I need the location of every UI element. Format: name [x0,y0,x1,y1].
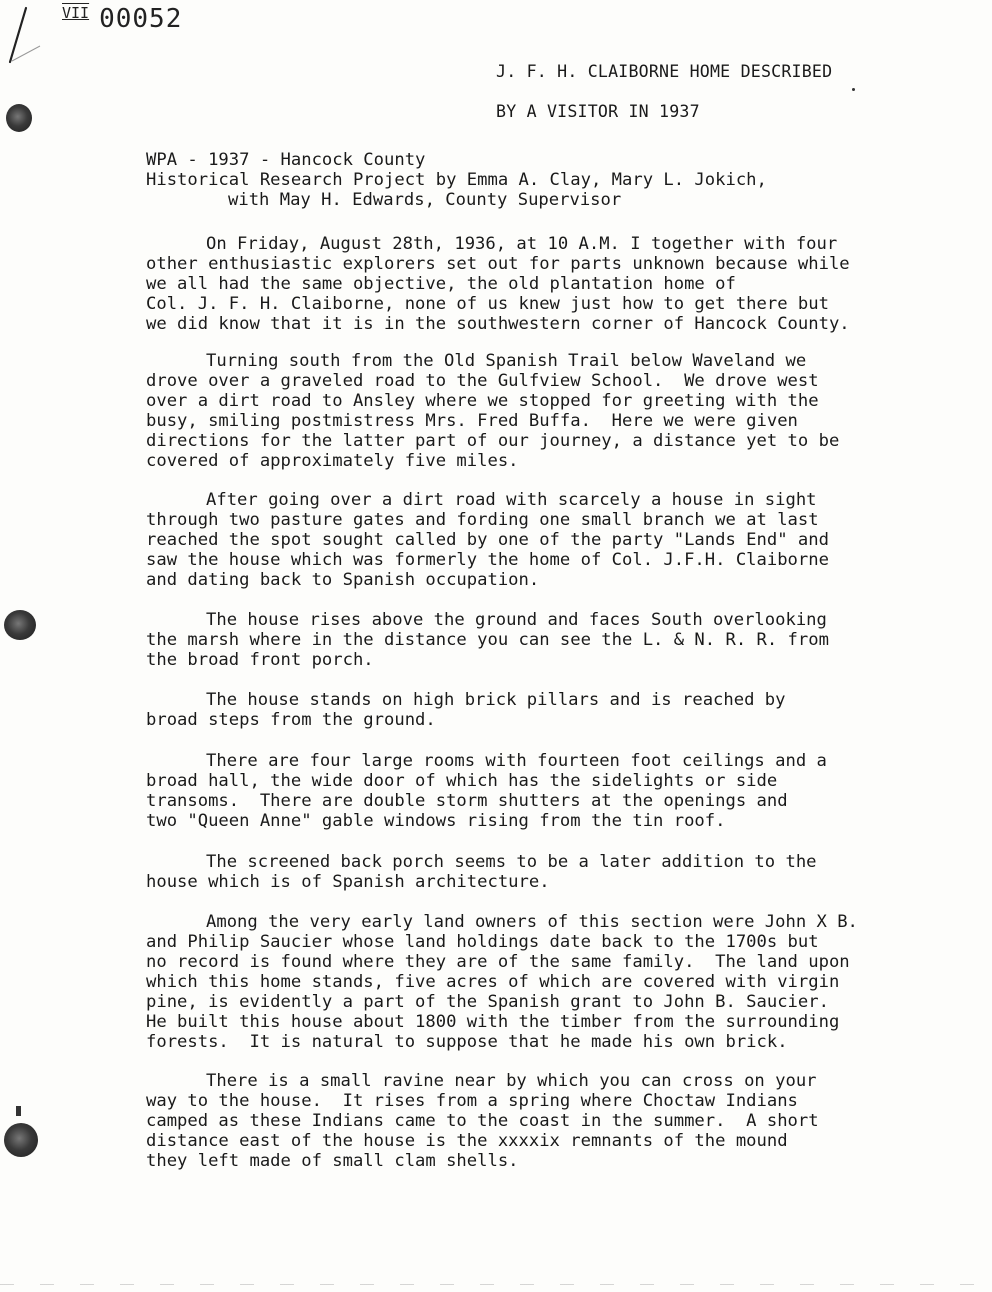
paragraph-line: which this home stands, five acres of which are covered with virgin [146,972,840,992]
paragraph-line: Col. J. F. H. Claiborne, none of us knew just how to get there but [146,294,829,314]
paragraph-line: On Friday, August 28th, 1936, at 10 A.M. I together with four [206,234,838,254]
paragraph-line: and dating back to Spanish occupation. [146,570,540,590]
paragraph-line: through two pasture gates and fording one small branch we at last [146,510,819,530]
byline-line: Historical Research Project by Emma A. Clay, Mary L. Jokich, [146,170,767,190]
handwritten-slash-icon [6,6,46,66]
paragraph-line: the marsh where in the distance you can see the L. & N. R. R. from [146,630,829,650]
paragraph-line: other enthusiastic explorers set out for parts unknown because while [146,254,850,274]
punch-hole-icon [4,610,36,640]
paragraph-line: house which is of Spanish architecture. [146,872,550,892]
paragraph-line: There is a small ravine near by which you can cross on your [206,1071,817,1091]
paragraph-line: the broad front porch. [146,650,374,670]
ink-mark [16,1106,21,1116]
paragraph-line: Among the very early land owners of this section were John X B. [206,912,858,932]
paragraph-line: drove over a graveled road to the Gulfview School. We drove west [146,371,819,391]
paragraph-line: camped as these Indians came to the coast in the summer. A short [146,1111,819,1131]
paragraph-line: distance east of the house is the xxxxix remnants of the mound [146,1131,788,1151]
paragraph-line: Turning south from the Old Spanish Trail below Waveland we [206,351,807,371]
paragraph-line: The house stands on high brick pillars and is reached by [206,690,786,710]
paragraph-line: reached the spot sought called by one of the party "Lands End" and [146,530,829,550]
paragraph-line: we all had the same objective, the old plantation home of [146,274,736,294]
page-bottom-edge [0,1284,992,1285]
paragraph-line: broad steps from the ground. [146,710,436,730]
paragraph-line: busy, smiling postmistress Mrs. Fred Buffa. Here we were given [146,411,798,431]
paragraph-line: forests. It is natural to suppose that he made his own brick. [146,1032,788,1052]
paragraph-line: There are four large rooms with fourteen foot ceilings and a [206,751,827,771]
paragraph-line: we did know that it is in the southwestern corner of Hancock County. [146,314,850,334]
paragraph-line: they left made of small clam shells. [146,1151,519,1171]
paragraph-line: He built this house about 1800 with the timber from the surrounding [146,1012,840,1032]
punch-hole-icon [4,1123,38,1157]
paragraph-line: and Philip Saucier whose land holdings date back to the 1700s but [146,932,819,952]
paragraph-line: way to the house. It rises from a spring where Choctaw Indians [146,1091,798,1111]
paragraph-line: covered of approximately five miles. [146,451,519,471]
paragraph-line: transoms. There are double storm shutters at the openings and [146,791,788,811]
paragraph-line: saw the house which was formerly the home of Col. J.F.H. Claiborne [146,550,829,570]
document-code-number: 00052 [99,4,183,34]
byline-line: with May H. Edwards, County Supervisor [228,190,622,210]
punch-hole-icon [6,104,32,132]
paragraph-line: After going over a dirt road with scarcely a house in sight [206,490,817,510]
document-title-line-1: J. F. H. CLAIBORNE HOME DESCRIBED [496,62,833,81]
ink-dot [852,88,855,91]
paragraph-line: The screened back porch seems to be a later addition to the [206,852,817,872]
paragraph-line: no record is found where they are of the same family. The land upon [146,952,850,972]
paragraph-line: two "Queen Anne" gable windows rising from the tin roof. [146,811,726,831]
paragraph-line: pine, is evidently a part of the Spanish grant to John B. Saucier. [146,992,829,1012]
paragraph-line: over a dirt road to Ansley where we stopped for greeting with the [146,391,819,411]
document-code [62,4,182,34]
document-code-roman: VII [62,4,90,22]
byline-line: WPA - 1937 - Hancock County [146,150,426,170]
document-title-line-2: BY A VISITOR IN 1937 [496,102,700,121]
paragraph-line: directions for the latter part of our journey, a distance yet to be [146,431,840,451]
paragraph-line: broad hall, the wide door of which has the sidelights or side [146,771,778,791]
paragraph-line: The house rises above the ground and faces South overlooking [206,610,827,630]
